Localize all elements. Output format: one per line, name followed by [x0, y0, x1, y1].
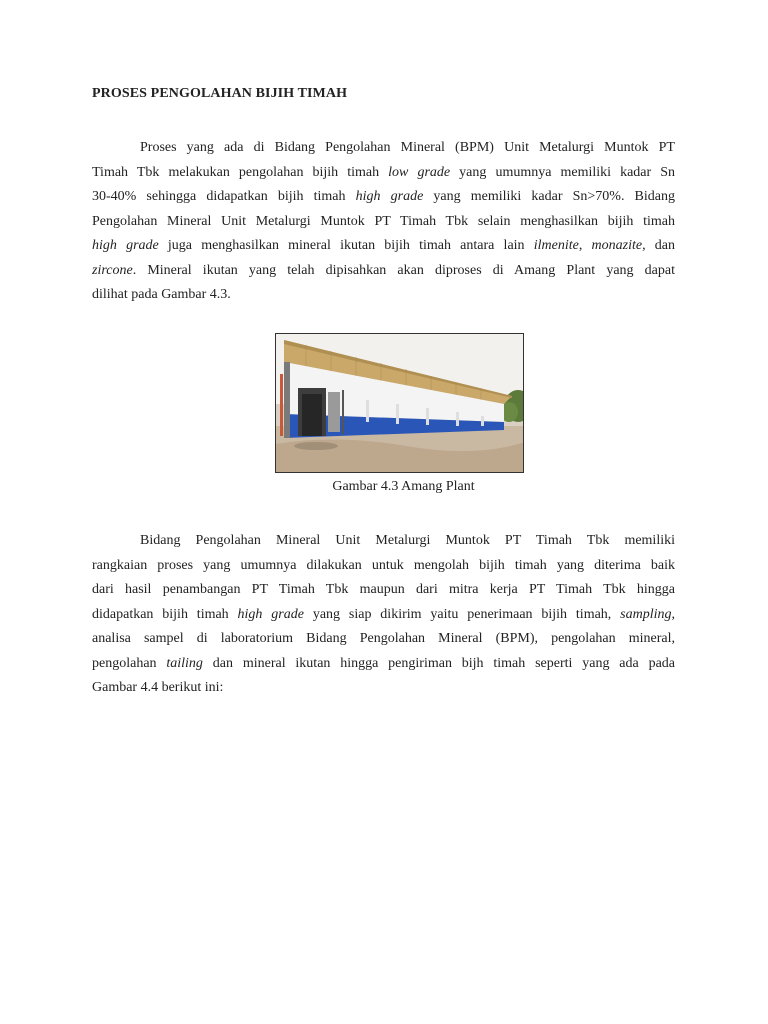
text-span: dan mineral ikutan hingga pengiriman bijh timah seperti yang ada pada [202, 655, 675, 671]
text-span: rangkaian proses yang umumnya dilakukan untuk mengolah bijih timah yang diterima baik [92, 557, 675, 573]
text-span: pengolahan [92, 655, 167, 671]
text-span: juga menghasilkan mineral ikutan bijih timah antara lain [158, 238, 534, 253]
text-span: dilihat pada Gambar 4.3. [92, 287, 231, 302]
text-span: 30-40% sehingga didapatkan bijih timah [92, 189, 356, 204]
figure-caption: Gambar 4.3 Amang Plant [332, 479, 475, 494]
text-span: Gambar 4.4 berikut ini: [92, 680, 224, 695]
paragraph-line [92, 603, 675, 628]
text-span: yang siap dikirim yaitu penerimaan bijih timah, [303, 606, 621, 622]
amang-plant-photo [275, 333, 524, 473]
text-span: yang umumnya memiliki kadar Sn [450, 164, 676, 180]
text-span: analisa sampel di laboratorium Bidang Pengolahan Mineral (BPM), pengolahan mineral, [92, 631, 675, 646]
paragraph-2 [92, 529, 675, 701]
paragraph-line [92, 283, 675, 308]
italic-term: zircone [92, 262, 133, 278]
paragraph-line [92, 185, 675, 210]
text-span: Timah Tbk melakukan pengolahan bijih timah [92, 164, 389, 180]
italic-term: high grade [355, 189, 424, 204]
text-span: . Mineral ikutan yang telah dipisahkan akan diproses di Amang Plant yang dapat [132, 262, 675, 278]
text-span: , [671, 606, 675, 622]
paragraph-line [92, 554, 675, 579]
text-span: , dan [642, 238, 675, 253]
italic-term: sampling [620, 606, 672, 622]
section-title: PROSES PENGOLAHAN BIJIH TIMAH [92, 86, 348, 101]
italic-term: low grade [388, 164, 451, 180]
paragraph-line [92, 652, 675, 677]
paragraph-line [92, 627, 675, 652]
italic-term: ilmenite [533, 238, 579, 253]
italic-term: tailing [166, 655, 203, 671]
text-span: dari hasil penambangan PT Timah Tbk maupun dari mitra kerja PT Timah Tbk hingga [92, 582, 675, 597]
building-illustration [276, 334, 524, 473]
italic-term: high grade [237, 606, 304, 622]
paragraph-line [92, 529, 675, 554]
paragraph-line [92, 234, 675, 259]
paragraph-line [92, 578, 675, 603]
paragraph-line [92, 136, 675, 161]
text-span: Bidang Pengolahan Mineral Unit Metalurgi Muntok PT Timah Tbk memiliki [140, 533, 675, 548]
text-span: , [578, 238, 592, 253]
italic-term: monazite [591, 238, 643, 253]
text-span: Pengolahan Mineral Unit Metalurgi Muntok PT Timah Tbk selain menghasilkan bijih timah [92, 213, 675, 229]
paragraph-line [92, 161, 675, 186]
text-span: Proses yang ada di Bidang Pengolahan Mineral (BPM) Unit Metalurgi Muntok PT [140, 140, 675, 155]
text-span: yang memiliki kadar Sn>70%. Bidang [423, 189, 675, 204]
paragraph-line [92, 676, 675, 701]
italic-term: high grade [92, 238, 159, 253]
paragraph-line [92, 210, 675, 235]
paragraph-line [92, 259, 675, 284]
text-span: didapatkan bijih timah [92, 606, 238, 622]
paragraph-1 [92, 136, 675, 308]
